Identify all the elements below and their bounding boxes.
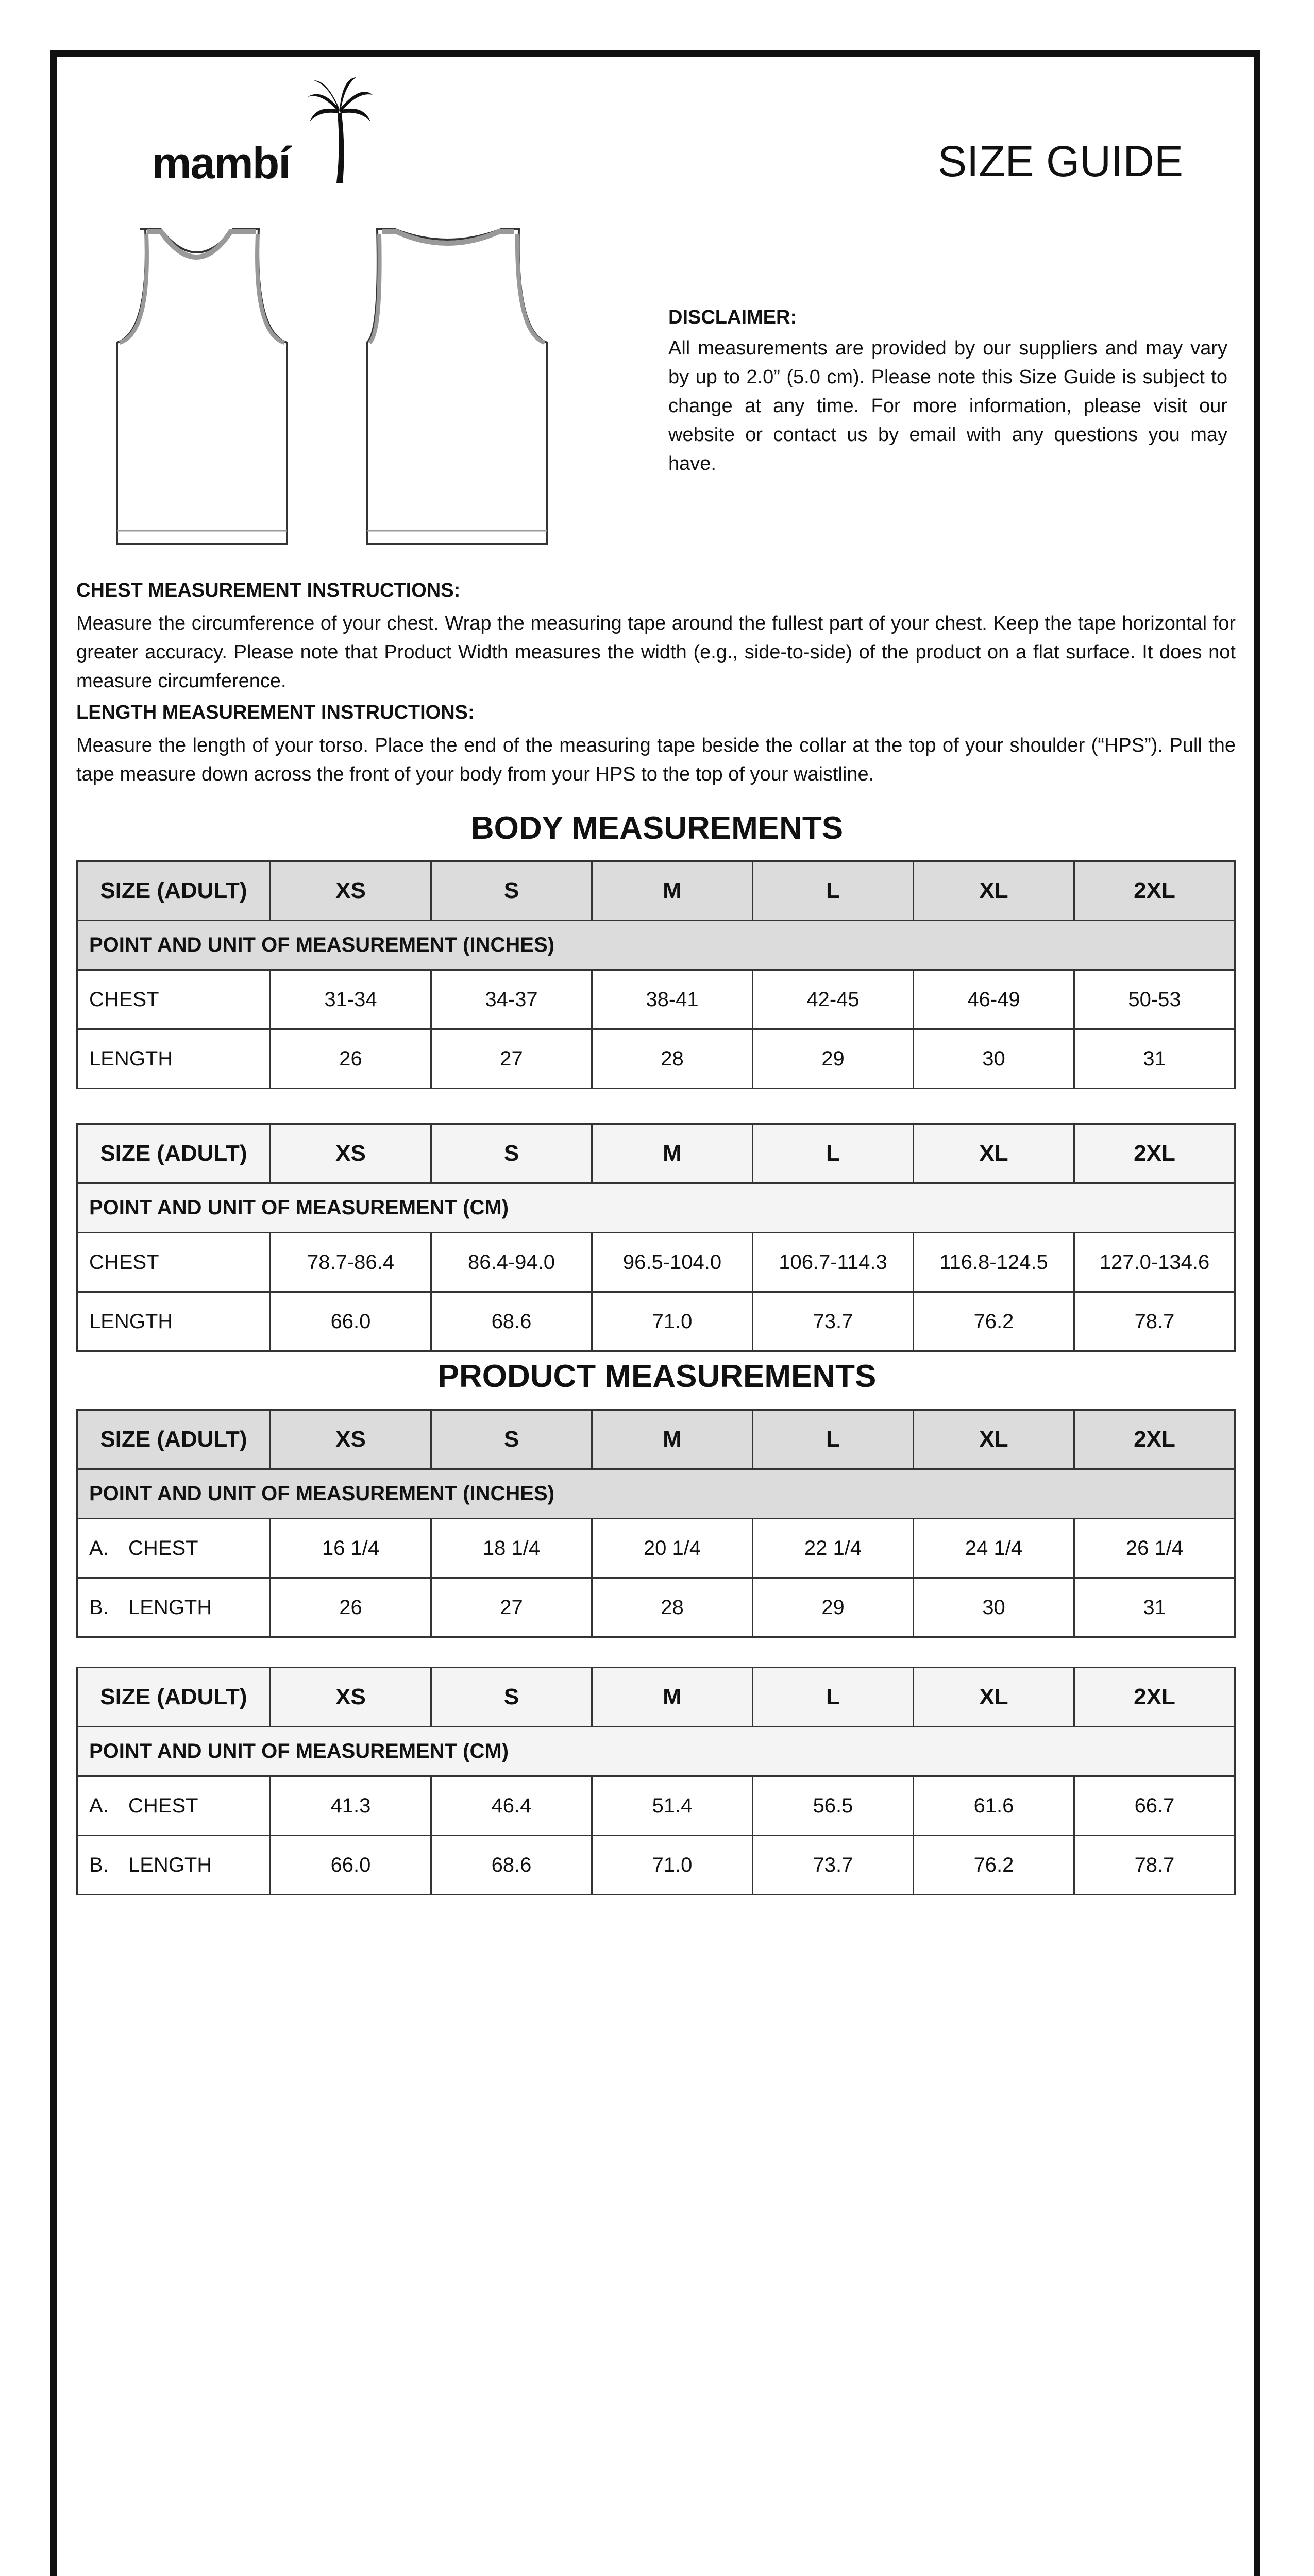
table-cell: 96.5-104.0 <box>592 1233 753 1292</box>
size-header: S <box>431 1410 592 1469</box>
table-cell: 38-41 <box>592 970 753 1029</box>
table-cell: 76.2 <box>914 1292 1074 1351</box>
size-header: 2XL <box>1074 861 1235 921</box>
size-header: S <box>431 1668 592 1727</box>
disclaimer-block <box>668 307 1227 478</box>
size-header: L <box>753 861 914 921</box>
table-cell: 68.6 <box>431 1292 592 1351</box>
size-header: M <box>592 1410 753 1469</box>
unit-label: POINT AND UNIT OF MEASUREMENT (INCHES) <box>77 921 1235 970</box>
table-cell: 56.5 <box>753 1776 914 1836</box>
table-cell: 42-45 <box>753 970 914 1029</box>
size-header: XL <box>914 1124 1074 1183</box>
row-label-text: CHEST <box>89 988 159 1011</box>
row-label <box>77 1519 271 1578</box>
unit-row <box>77 1727 1235 1776</box>
table-cell: 28 <box>592 1578 753 1637</box>
page-title: SIZE GUIDE <box>938 137 1184 185</box>
row-label-text: LENGTH <box>128 1853 212 1876</box>
product-measurements-heading: PRODUCT MEASUREMENTS <box>437 1359 877 1394</box>
palm-tree-icon <box>307 77 374 185</box>
table-cell: 71.0 <box>592 1836 753 1895</box>
table-row <box>77 1776 1235 1836</box>
size-header: XS <box>271 1668 431 1727</box>
chest-instructions-text: Measure the circumference of your chest. Wrap the measuring tape around the fullest part of your chest. Keep the tape horizontal for greater accuracy. Please note that Product Width measures the width (e.g., side-to-side) of the product on a flat surface. It does not measure circumference. <box>76 613 1236 692</box>
table-cell: 46.4 <box>431 1776 592 1836</box>
table-cell: 41.3 <box>271 1776 431 1836</box>
table-cell: 116.8-124.5 <box>914 1233 1074 1292</box>
row-letter: A. <box>89 1794 109 1817</box>
table-cell: 61.6 <box>914 1776 1074 1836</box>
table-cell: 31 <box>1074 1578 1235 1637</box>
tank-top-illustration <box>109 219 563 559</box>
tank-top-back <box>367 229 547 544</box>
table-cell: 20 1/4 <box>592 1519 753 1578</box>
table-cell: 30 <box>914 1029 1074 1089</box>
body-cm-table <box>76 1123 1236 1352</box>
length-instructions-text: Measure the length of your torso. Place the end of the measuring tape beside the collar at the top of your shoulder (“HPS”). Pull the tape measure down across the front of your body from your HPS to the top of your waistline. <box>76 735 1236 785</box>
row-letter: B. <box>89 1596 109 1619</box>
table-row <box>77 1292 1235 1351</box>
size-header: XS <box>271 1410 431 1469</box>
table-cell: 46-49 <box>914 970 1074 1029</box>
table-cell: 71.0 <box>592 1292 753 1351</box>
unit-row <box>77 1183 1235 1233</box>
row-label-text: CHEST <box>128 1794 198 1817</box>
table-cell: 27 <box>431 1029 592 1089</box>
table-cell: 66.0 <box>271 1836 431 1895</box>
table-cell: 34-37 <box>431 970 592 1029</box>
table-cell: 66.7 <box>1074 1776 1235 1836</box>
table-cell: 106.7-114.3 <box>753 1233 914 1292</box>
table-cell: 26 1/4 <box>1074 1519 1235 1578</box>
table-row <box>77 1029 1235 1089</box>
table-cell: 76.2 <box>914 1836 1074 1895</box>
row-label-text: CHEST <box>89 1250 159 1274</box>
table-cell: 66.0 <box>271 1292 431 1351</box>
table-cell: 16 1/4 <box>271 1519 431 1578</box>
size-header: XS <box>271 1124 431 1183</box>
table-row <box>77 970 1235 1029</box>
logo-wordmark: mambí <box>152 139 290 188</box>
size-header: M <box>592 1668 753 1727</box>
table-cell: 127.0-134.6 <box>1074 1233 1235 1292</box>
row-label <box>77 1029 271 1089</box>
size-header: S <box>431 1124 592 1183</box>
table-row <box>77 1836 1235 1895</box>
table-cell: 26 <box>271 1578 431 1637</box>
table-header-row <box>77 861 1235 921</box>
size-header: 2XL <box>1074 1124 1235 1183</box>
chest-instructions-title: CHEST MEASUREMENT INSTRUCTIONS: <box>76 580 461 601</box>
size-header: XS <box>271 861 431 921</box>
table-cell: 51.4 <box>592 1776 753 1836</box>
table-cell: 78.7 <box>1074 1836 1235 1895</box>
unit-label: POINT AND UNIT OF MEASUREMENT (INCHES) <box>77 1469 1235 1519</box>
row-label-text: LENGTH <box>128 1596 212 1619</box>
table-cell: 27 <box>431 1578 592 1637</box>
table-cell: 18 1/4 <box>431 1519 592 1578</box>
length-instructions-title: LENGTH MEASUREMENT INSTRUCTIONS: <box>76 702 475 723</box>
row-label-text: LENGTH <box>89 1310 173 1333</box>
table-header-row <box>77 1668 1235 1727</box>
brand-logo <box>152 77 368 188</box>
row-label <box>77 1233 271 1292</box>
row-label <box>77 1578 271 1637</box>
table-cell: 29 <box>753 1029 914 1089</box>
body-inches-table <box>76 860 1236 1089</box>
unit-row <box>77 921 1235 970</box>
table-cell: 31-34 <box>271 970 431 1029</box>
disclaimer-text: All measurements are provided by our suppliers and may vary by up to 2.0” (5.0 cm). Please note this Size Guide is subject to change at any time. For more information, please visit our website or contact us by email with any questions you may have. <box>668 337 1227 474</box>
size-header: 2XL <box>1074 1410 1235 1469</box>
table-cell: 86.4-94.0 <box>431 1233 592 1292</box>
size-header: SIZE (ADULT) <box>77 1124 271 1183</box>
size-header: SIZE (ADULT) <box>77 1410 271 1469</box>
table-header-row <box>77 1410 1235 1469</box>
table-cell: 29 <box>753 1578 914 1637</box>
table-cell: 24 1/4 <box>914 1519 1074 1578</box>
unit-label: POINT AND UNIT OF MEASUREMENT (CM) <box>77 1183 1235 1233</box>
table-row <box>77 1578 1235 1637</box>
table-cell: 73.7 <box>753 1292 914 1351</box>
table-cell: 78.7 <box>1074 1292 1235 1351</box>
unit-row <box>77 1469 1235 1519</box>
row-label <box>77 1836 271 1895</box>
size-header: L <box>753 1410 914 1469</box>
unit-label: POINT AND UNIT OF MEASUREMENT (CM) <box>77 1727 1235 1776</box>
row-letter: B. <box>89 1853 109 1876</box>
size-header: M <box>592 861 753 921</box>
table-cell: 26 <box>271 1029 431 1089</box>
table-cell: 28 <box>592 1029 753 1089</box>
table-row <box>77 1233 1235 1292</box>
table-cell: 31 <box>1074 1029 1235 1089</box>
size-header: M <box>592 1124 753 1183</box>
measurement-instructions <box>76 580 1236 795</box>
table-row <box>77 1519 1235 1578</box>
row-label <box>77 970 271 1029</box>
table-header-row <box>77 1124 1235 1183</box>
table-cell: 50-53 <box>1074 970 1235 1029</box>
size-header: SIZE (ADULT) <box>77 1668 271 1727</box>
row-label-text: LENGTH <box>89 1047 173 1070</box>
row-letter: A. <box>89 1536 109 1560</box>
row-label <box>77 1776 271 1836</box>
table-cell: 78.7-86.4 <box>271 1233 431 1292</box>
table-cell: 68.6 <box>431 1836 592 1895</box>
size-header: L <box>753 1668 914 1727</box>
row-label <box>77 1292 271 1351</box>
size-header: 2XL <box>1074 1668 1235 1727</box>
row-label-text: CHEST <box>128 1536 198 1560</box>
size-header: XL <box>914 1410 1074 1469</box>
size-header: XL <box>914 861 1074 921</box>
table-cell: 30 <box>914 1578 1074 1637</box>
size-header: SIZE (ADULT) <box>77 861 271 921</box>
product-inches-table <box>76 1409 1236 1638</box>
size-header: L <box>753 1124 914 1183</box>
tank-top-front <box>117 229 287 544</box>
table-cell: 73.7 <box>753 1836 914 1895</box>
product-cm-table <box>76 1667 1236 1895</box>
disclaimer-title: DISCLAIMER: <box>668 307 797 328</box>
size-header: XL <box>914 1668 1074 1727</box>
table-cell: 22 1/4 <box>753 1519 914 1578</box>
size-header: S <box>431 861 592 921</box>
body-measurements-heading: BODY MEASUREMENTS <box>470 810 844 846</box>
